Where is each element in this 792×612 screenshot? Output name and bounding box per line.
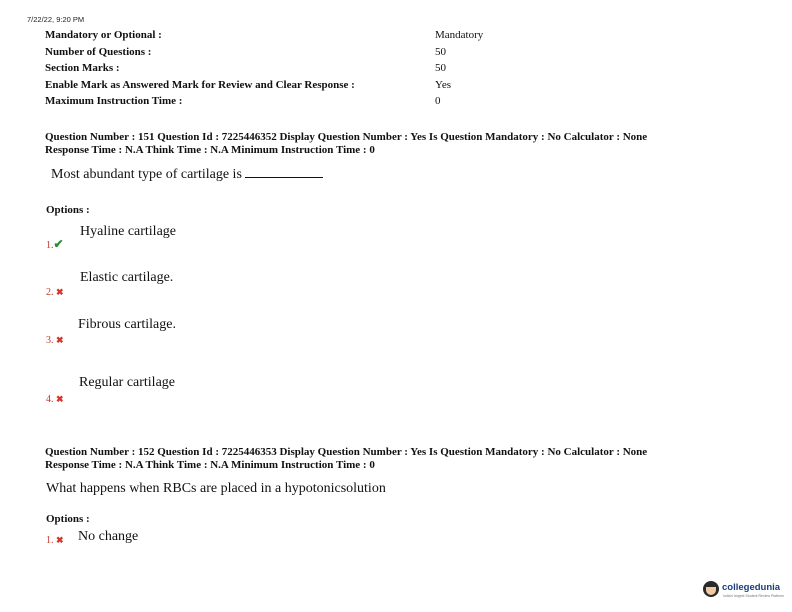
option-number-label: 1.	[46, 240, 54, 251]
collegedunia-logo	[703, 578, 785, 602]
logo-name: collegedunia	[722, 582, 781, 593]
option-text: Fibrous cartilage.	[78, 317, 176, 332]
meta-label-enable-mark: Enable Mark as Answered Mark for Review and Clear Response :	[45, 79, 355, 91]
meta-label-instruction-time: Maximum Instruction Time :	[45, 95, 183, 107]
option-text: Regular cartilage	[79, 375, 176, 390]
wrong-cross-icon: ✖	[56, 535, 64, 545]
option-number	[46, 237, 64, 252]
meta-value-section-marks: 50	[435, 62, 446, 74]
question-header-line2: Response Time : N.A Think Time : N.A Minimum Instruction Time : 0	[45, 459, 375, 471]
option-text: Elastic cartilage.	[80, 270, 174, 285]
logo-tagline: India's largest Student Review Platform	[723, 594, 784, 598]
print-timestamp: 7/22/22, 9:20 PM	[27, 15, 85, 24]
question-header-line2: Response Time : N.A Think Time : N.A Minimum Instruction Time : 0	[45, 144, 375, 156]
question-text: What happens when RBCs are placed in a hypotonicsolution	[46, 481, 386, 496]
meta-label-mandatory: Mandatory or Optional :	[45, 29, 162, 41]
wrong-cross-icon: ✖	[56, 335, 64, 345]
student-avatar-icon	[703, 581, 719, 597]
option-number-label: 3.	[46, 335, 54, 346]
option-number-label: 4.	[46, 394, 54, 405]
wrong-cross-icon: ✖	[56, 287, 64, 297]
options-label: Options :	[46, 513, 90, 525]
option-number	[46, 287, 64, 298]
options-label: Options :	[46, 204, 90, 216]
question-header-line1: Question Number : 152 Question Id : 7225446353 Display Question Number : Yes Is Question Mandatory : No Calculator : None	[45, 446, 648, 458]
option-number	[46, 335, 64, 346]
option-number-label: 1.	[46, 535, 54, 546]
meta-value-enable-mark: Yes	[435, 79, 452, 91]
option-text: Hyaline cartilage	[80, 224, 177, 239]
meta-value-instruction-time: 0	[435, 95, 441, 107]
question-header-line1: Question Number : 151 Question Id : 7225446352 Display Question Number : Yes Is Question Mandatory : No Calculator : None	[45, 131, 648, 143]
option-text: No change	[78, 529, 139, 544]
option-number-label: 2.	[46, 287, 54, 298]
option-number	[46, 394, 64, 405]
question-text-content: Most abundant type of cartilage is	[51, 167, 242, 182]
meta-label-section-marks: Section Marks :	[45, 62, 120, 74]
meta-label-num-questions: Number of Questions :	[45, 46, 152, 58]
meta-value-num-questions: 50	[435, 46, 446, 58]
correct-check-icon: ✔	[53, 237, 64, 251]
wrong-cross-icon: ✖	[56, 394, 64, 404]
meta-value-mandatory: Mandatory	[435, 29, 484, 41]
question-text	[51, 167, 323, 183]
answer-blank	[245, 167, 323, 178]
option-number	[46, 535, 64, 546]
